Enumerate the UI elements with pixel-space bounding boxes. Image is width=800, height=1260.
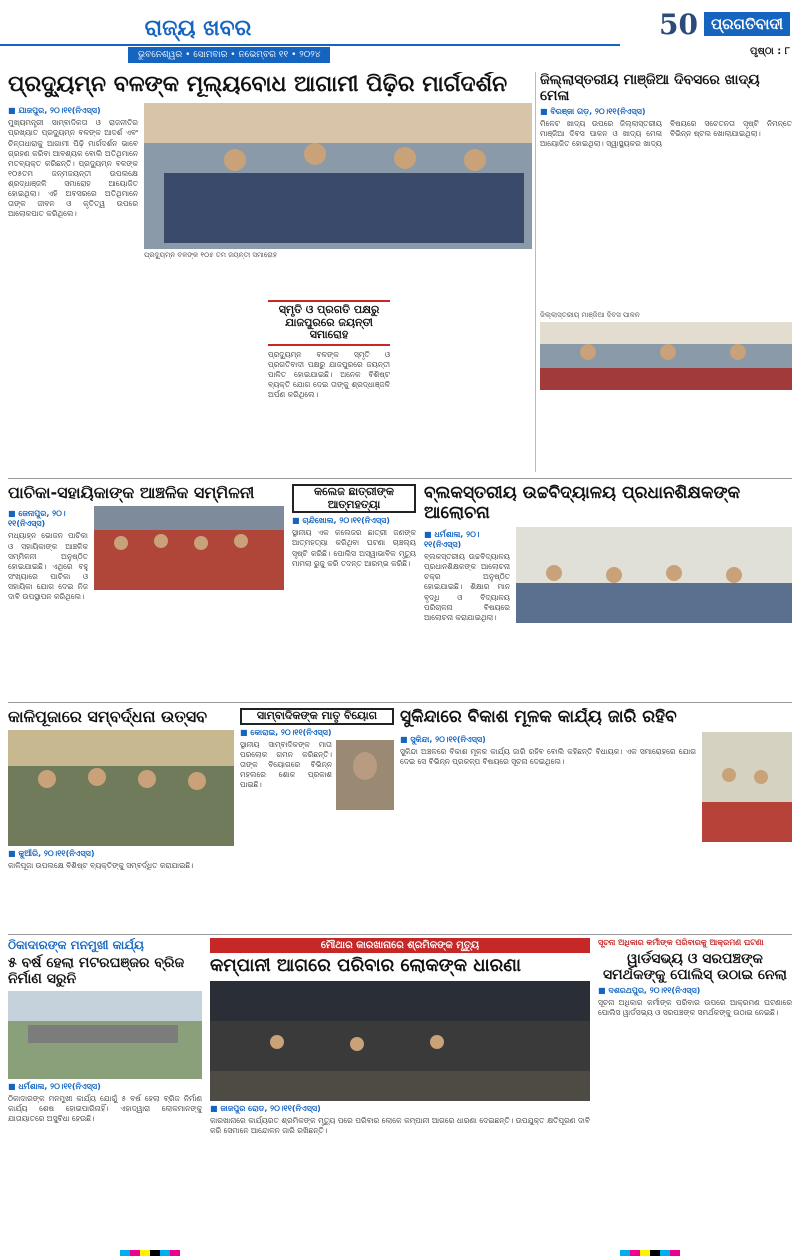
headline-sukinda: ସୁକିନ୍ଦାରେ ବିକାଶ ମୂଳକ କାର୍ଯ୍ୟ ଜାରି ରହିବ: [400, 708, 677, 727]
registration-mark: [120, 1250, 180, 1256]
headline-ward: ୱାର୍ଡସଭ୍ୟ ଓ ସରପଞ୍ଚଙ୍କ ସମର୍ଥକଙ୍କୁ ପୋଲିସ୍ ଉଠାଇ ନେଲା: [603, 951, 787, 984]
photo-bridge: [8, 991, 202, 1079]
dateline-obituary: ■ କୋରାଇ, ୨୦।୧୧(ନିଏସ୍ସ): [240, 727, 332, 737]
photo-kalipuja: [8, 730, 234, 846]
headline-anganwadi: ପାଚିକା-ସହାୟିକାଙ୍କ ଆଞ୍ଚଳିକ ସମ୍ମିଳନୀ: [8, 484, 255, 502]
banner-factory: ମୌଥାର କାରଖାନାରେ ଶ୍ରମିକଙ୍କ ମୃତ୍ୟୁ: [210, 938, 590, 953]
headline-obituary: ସାମ୍ବାଦିକଙ୍କ ମାତୃ ବିୟୋଗ: [240, 708, 394, 725]
article-ward: [598, 938, 792, 1248]
kicker-ward: ସୂଚନା ଅଧିକାର କର୍ମୀଙ୍କ ପରିବାରକୁ ଆକ୍ରମଣ ଘଟଣା: [598, 938, 764, 947]
kicker-bridge: ଠିକାଦାରଙ୍କ ମନମୁଖୀ କାର୍ଯ୍ୟ: [8, 938, 144, 952]
body-main: ମୁଖ୍ୟମନ୍ତ୍ରୀ ସାମ୍ବାଦିକତା ଓ ରାଜନୀତିର ପ୍ରଖ୍ୟାତ ପ୍ରଦ୍ୟୁମ୍ନ ବଳଙ୍କ ଆଦର୍ଶ ଏବଂ ଚିନ୍ତାଧାରାକୁ ଆଗାମୀ ପିଢ଼ି ମାର୍ଗଦର୍ଶନ ଭାବେ ଗ୍ରହଣ କରିବା ଆବଶ୍ୟକ ବୋଲି ଅତିଥିମାନେ ମତବ୍ୟକ୍ତ କରିଛନ୍ତି। ପ୍ରଦ୍ୟୁମ୍ନ ବଳଙ୍କ ୧୦୫ତମ ଜନ୍ମଜୟନ୍ତୀ ଉପଲକ୍ଷେ ଶ୍ରଦ୍ଧାଞ୍ଜଳି ସମାରୋହ ଆୟୋଜିତ ହୋଇଥିଲା। ଏହି ଅବସରରେ ଅତିଥିମାନେ ତାଙ୍କ ଜୀବନ ଓ କୃତିତ୍ୱ ଉପରେ ଆଲୋକପାତ କରିଥିଲେ।: [8, 118, 138, 219]
headline-main: ପ୍ରଦ୍ୟୁମ୍ନ ବଳଙ୍କ ମୂଲ୍ୟବୋଧ ଆଗାମୀ ପିଢ଼ିର ମାର୍ଗଦର୍ଶନ: [8, 72, 508, 97]
caption-milk: ଜିଲ୍ଲାସ୍ତରୀୟ ମାଞ୍ଜିଆ ଦିବସ ପାଳନ: [540, 311, 640, 320]
body-ward: ସୂଚନା ଅଧିକାର କର୍ମୀଙ୍କ ପରିବାର ଉପରେ ଆକ୍ରମଣ ଘଟଣାରେ ପୋଲିସ ୱାର୍ଡସଭ୍ୟ ଓ ସରପଞ୍ଚଙ୍କ ସମର୍ଥକଙ୍କୁ ଉଠାଇ ନେଇଛି।: [598, 998, 792, 1018]
dateline-anganwadi: ■ ଜେନାପୁର, ୨୦।୧୧(ନିଏସ୍ସ): [8, 509, 66, 529]
photo-main: [144, 103, 532, 249]
headline-college: କଲେଜ ଛାତ୍ରୀଙ୍କ ଆତ୍ମହତ୍ୟା: [292, 484, 416, 513]
masthead: [0, 0, 800, 62]
dateline-college: ■ ଚାନ୍ଦିଖୋଲ, ୨୦।୧୧(ନିଏସ୍ସ): [292, 516, 390, 526]
page-number: ପୃଷ୍ଠା : ୮: [750, 46, 790, 57]
headline-milk: ଜିଲ୍ଲାସ୍ତରୀୟ ମାଞ୍ଜିଆ ଦିବସରେ ଖାଦ୍ୟ ମେଳା: [540, 72, 760, 105]
dateline-kalipuja: ■ କୁଆଁରି, ୨୦।୧୧(ନିଏସ୍ସ): [8, 849, 95, 859]
dateline-sukinda: ■ ସୁକିନ୍ଦା, ୨୦।୧୧(ନିଏସ୍ସ): [400, 734, 486, 744]
divider: [535, 72, 536, 472]
article-factory: [210, 938, 590, 1248]
brand-logo: [620, 4, 790, 44]
brand-name: ପ୍ରଗତିବାଦୀ: [704, 12, 790, 36]
body-milk: ମିଳେଟ ଖାଦ୍ୟ ଉପରେ ଜିଲ୍ଲାସ୍ତରୀୟ ମାଞ୍ଜିଆ ଦିବସ ପାଳନ ଓ ଖାଦ୍ୟ ମେଳା ଆୟୋଜିତ ହୋଇଥିଲା। ସ୍ୱାସ୍ଥ୍ୟକର ଖାଦ୍ୟ ବିଷୟରେ ସଚେତନତା ସୃଷ୍ଟି ନିମନ୍ତେ ବିଭିନ୍ନ ଷ୍ଟଲ ଖୋଲାଯାଇଥିଲା।: [540, 119, 792, 149]
headline-smruti: ସ୍ମୃତି ଓ ପ୍ରଗତି ପକ୍ଷରୁ ଯାଜପୁରରେ ଜୟନ୍ତୀ ସମାରୋହ: [268, 300, 390, 346]
article-smruti: [268, 300, 390, 480]
section-title: ରାଜ୍ୟ ଖବର: [144, 16, 252, 41]
headline-bridge: ୫ ବର୍ଷ ହେଲା ମଟରଘଞ୍ଜର ବ୍ରିଜ ନିର୍ମାଣ ସରୁନି: [8, 955, 185, 988]
header-rule: [0, 12, 620, 46]
body-obituary: ସ୍ଥାନୀୟ ସାମ୍ବାଦିକଙ୍କ ମାତା ପରଲୋକ ଗମନ କରିଛନ୍ତି। ତାଙ୍କ ବିୟୋଗରେ ବିଭିନ୍ନ ମହଲରେ ଶୋକ ପ୍ରକାଶ ପାଇଛି।: [240, 739, 332, 790]
article-milk: [540, 72, 792, 472]
headline-factory: କମ୍ପାନୀ ଆଗରେ ପରିବାର ଲୋକଙ୍କ ଧାରଣା: [210, 955, 521, 976]
dateline-bridge: ■ ଧର୍ମଶାଳା, ୨୦।୧୧(ନିଏସ୍ସ): [8, 1082, 101, 1092]
body-sukinda: ସୁକିନ୍ଦା ଅଞ୍ଚଳରେ ବିକାଶ ମୂଳକ କାର୍ଯ୍ୟ ଜାରି ରହିବ ବୋଲି କହିଛନ୍ତି ବିଧାୟକ। ଏକ ସମାରୋହରେ ଯୋଗ ଦେଇ ସେ ବିଭିନ୍ନ ପ୍ରକଳ୍ପ ବିଷୟରେ ସୂଚନା ଦେଇଥିଲେ।: [400, 746, 696, 766]
article-sukinda: [400, 708, 792, 930]
caption-main: ପ୍ରଦ୍ୟୁମ୍ନ ବଳଙ୍କ ୧୦୫ ତମ ଜୟନ୍ତୀ ସମାରୋହ: [144, 251, 277, 260]
headline-kalipuja: କାଳିପୂଜାରେ ସମ୍ବର୍ଦ୍ଧନା ଉତ୍ସବ: [8, 708, 208, 726]
photo-anganwadi: [94, 506, 284, 590]
body-smruti: ପ୍ରଦ୍ୟୁମ୍ନ ବଳଙ୍କ ସ୍ମୃତି ଓ ପ୍ରଗତିବାଦୀ ପକ୍ଷରୁ ଯାଜପୁରରେ ଜୟନ୍ତୀ ପାଳିତ ହୋଇଯାଇଛି। ଅନେକ ବିଶିଷ୍ଟ ବ୍ୟକ୍ତି ଯୋଗ ଦେଇ ତାଙ୍କୁ ଶ୍ରଦ୍ଧାଞ୍ଜଳି ଅର୍ପଣ କରିଥିଲେ।: [268, 349, 390, 400]
article-college: [292, 484, 416, 696]
dateline: ଭୁବନେଶ୍ୱର • ସୋମବାର • ନଭେମ୍ବର ୧୧ • ୨୦୨୪: [128, 47, 330, 63]
headline-block: ବ୍ଲକସ୍ତରୀୟ ଉଚ୍ଚବିଦ୍ୟାଳୟ ପ୍ରଧାନଶିକ୍ଷକଙ୍କ ଆଲୋଚନା: [424, 484, 741, 523]
photo-factory: [210, 981, 590, 1101]
divider: [8, 478, 792, 479]
body-bridge: ଠିକାଦାରଙ୍କ ମନମୁଖୀ କାର୍ଯ୍ୟ ଯୋଗୁଁ ୫ ବର୍ଷ ହେଲା ବ୍ରିଜ ନିର୍ମାଣ କାର୍ଯ୍ୟ ଶେଷ ହୋଇପାରିନାହିଁ। ଏହାଦ୍ୱାରା ଲୋକମାନଙ୍କୁ ଯାତାୟାତରେ ଅସୁବିଧା ହେଉଛି।: [8, 1094, 202, 1124]
photo-block: [516, 527, 792, 623]
article-kalipuja: [8, 708, 234, 930]
divider: [8, 702, 792, 703]
dateline-main: ■ ଯାଜପୁର, ୨୦।୧୧(ନିଏସ୍ସ): [8, 106, 101, 116]
body-college: ସ୍ଥାନୀୟ ଏକ କଲେଜର ଛାତ୍ରୀ ଜଣଙ୍କ ଆତ୍ମହତ୍ୟା କରିଥିବା ଘଟଣା ଚାଞ୍ଚଲ୍ୟ ସୃଷ୍ଟି କରିଛି। ପୋଲିସ ଅସ୍ୱାଭାବିକ ମୃତ୍ୟୁ ମାମଲା ରୁଜୁ କରି ତଦନ୍ତ ଆରମ୍ଭ କରିଛି।: [292, 528, 416, 568]
dateline-milk: ■ ବିରଞ୍ଜା ଗଡ଼, ୨୦।୧୧(ନିଏସ୍ସ): [540, 107, 646, 117]
dateline-factory: ■ ଜାଜପୁର ରୋଡ, ୨୦।୧୧(ନିଏସ୍ସ): [210, 1103, 321, 1113]
divider: [8, 934, 792, 935]
dateline-ward: ■ ଦଶରଥପୁର, ୨୦।୧୧(ନିଏସ୍ସ): [598, 986, 701, 996]
article-anganwadi: [8, 484, 284, 696]
article-block: [424, 484, 792, 696]
body-factory: କାରଖାନାରେ କାର୍ଯ୍ୟରତ ଶ୍ରମିକଙ୍କ ମୃତ୍ୟୁ ପରେ ପରିବାର ଲୋକେ କମ୍ପାନୀ ଆଗରେ ଧାରଣା ଦେଇଛନ୍ତି। ଉପଯୁକ୍ତ କ୍ଷତିପୂରଣ ଦାବି କରି ସେମାନେ ଆନ୍ଦୋଳନ ଜାରି ରଖିଛନ୍ତି।: [210, 1115, 590, 1135]
photo-sukinda: [702, 732, 792, 842]
photo-obituary: [336, 740, 394, 810]
body-block: ବ୍ଲକସ୍ତରୀୟ ଉଚ୍ଚବିଦ୍ୟାଳୟ ପ୍ରଧାନଶିକ୍ଷକଙ୍କ ଆଲୋଚନା ଚକ୍ର ଅନୁଷ୍ଠିତ ହୋଇଯାଇଛି। ଶିକ୍ଷାର ମାନ ବୃଦ୍ଧି ଓ ବିଦ୍ୟାଳୟ ପରିଚାଳନା ବିଷୟରେ ଆଲୋଚନା କରାଯାଇଥିଲା।: [424, 552, 510, 622]
dateline-block: ■ ଧର୍ମଶାଳା, ୨୦।୧୧(ନିଏସ୍ସ): [424, 530, 480, 550]
brand-years: 50: [658, 7, 698, 41]
article-obituary: [240, 708, 394, 930]
registration-mark: [620, 1250, 680, 1256]
body-kalipuja: କାଳିପୂଜା ଉପଲକ୍ଷେ ବିଶିଷ୍ଟ ବ୍ୟକ୍ତିଙ୍କୁ ସମ୍ବର୍ଦ୍ଧିତ କରାଯାଇଛି।: [8, 861, 194, 871]
article-bridge: [8, 938, 202, 1248]
body-anganwadi: ମଧ୍ୟାହ୍ନ ଭୋଜନ ପାଚିକା ଓ ସହାୟିକାଙ୍କ ଆଞ୍ଚଳିକ ସମ୍ମିଳନୀ ଅନୁଷ୍ଠିତ ହୋଇଯାଇଛି। ଏଥିରେ ବହୁ ସଂଖ୍ୟାରେ ପାଚିକା ଓ ସହାୟିକା ଯୋଗ ଦେଇ ନିଜ ଦାବି ଉପସ୍ଥାପନ କରିଥିଲେ।: [8, 531, 88, 602]
photo-milk: [540, 322, 792, 390]
